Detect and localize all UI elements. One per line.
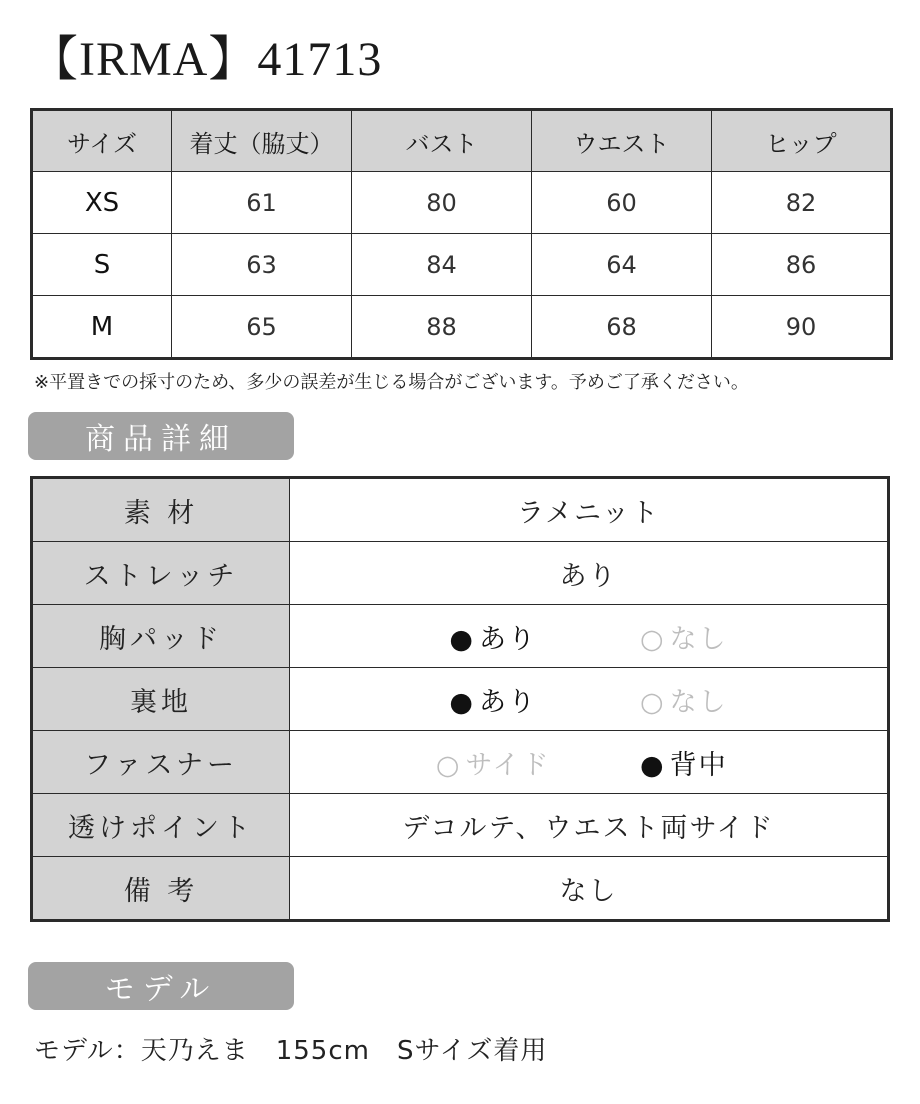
detail-label: 胸パッド	[32, 605, 290, 668]
option-unselected	[403, 743, 583, 782]
detail-label: 備 考	[32, 857, 290, 921]
option-unselected	[594, 680, 774, 719]
detail-label: ストレッチ	[32, 542, 290, 605]
size-label: M	[32, 296, 172, 359]
option-label: なし	[669, 623, 728, 655]
filled-circle-icon: ●	[449, 623, 475, 655]
size-row-s	[32, 234, 892, 296]
empty-circle-icon: ○	[640, 623, 666, 655]
size-chart-table	[30, 108, 893, 360]
length-value: 65	[172, 296, 352, 359]
bust-value: 80	[352, 172, 532, 234]
size-label: S	[32, 234, 172, 296]
details-section-heading: 商品詳細	[28, 412, 294, 460]
detail-options	[290, 668, 889, 731]
option-label: なし	[669, 686, 728, 718]
model-section-heading: モデル	[28, 962, 294, 1010]
detail-label: 裏地	[32, 668, 290, 731]
size-row-m	[32, 296, 892, 359]
bust-value: 84	[352, 234, 532, 296]
product-title: 【IRMA】41713	[30, 33, 383, 86]
header-hip: ヒップ	[712, 110, 892, 172]
option-label: 背中	[669, 749, 728, 781]
waist-value: 68	[532, 296, 712, 359]
option-label: サイド	[465, 749, 551, 781]
empty-circle-icon: ○	[435, 749, 462, 781]
product-details-table	[30, 476, 890, 922]
waist-value: 60	[532, 172, 712, 234]
option-unselected	[594, 617, 774, 656]
filled-circle-icon: ●	[449, 686, 475, 718]
detail-row-material	[32, 478, 889, 542]
option-label: あり	[478, 623, 537, 655]
header-bust: バスト	[352, 110, 532, 172]
option-label: あり	[478, 686, 537, 718]
model-info: モデル：天乃えま 155cm Sサイズ着用	[34, 1036, 548, 1066]
option-selected	[403, 680, 583, 719]
hip-value: 82	[712, 172, 892, 234]
option-selected	[403, 617, 583, 656]
hip-value: 86	[712, 234, 892, 296]
measurement-note: ※平置きでの採寸のため、多少の誤差が生じる場合がございます。予めご了承ください。	[34, 372, 749, 393]
option-selected	[594, 743, 774, 782]
detail-label: 透けポイント	[32, 794, 290, 857]
size-row-xs	[32, 172, 892, 234]
detail-row-chest-pad	[32, 605, 889, 668]
detail-options	[290, 605, 889, 668]
detail-value: あり	[290, 542, 889, 605]
empty-circle-icon: ○	[640, 686, 666, 718]
header-length: 着丈（脇丈）	[172, 110, 352, 172]
detail-row-lining	[32, 668, 889, 731]
detail-row-sheer-points	[32, 794, 889, 857]
hip-value: 90	[712, 296, 892, 359]
waist-value: 64	[532, 234, 712, 296]
detail-row-remarks	[32, 857, 889, 921]
detail-label: ファスナー	[32, 731, 290, 794]
length-value: 61	[172, 172, 352, 234]
detail-value: なし	[290, 857, 889, 921]
bust-value: 88	[352, 296, 532, 359]
detail-label: 素 材	[32, 478, 290, 542]
length-value: 63	[172, 234, 352, 296]
detail-value: デコルテ、ウエスト両サイド	[290, 794, 889, 857]
size-chart-header-row	[32, 110, 892, 172]
detail-options	[290, 731, 889, 794]
filled-circle-icon: ●	[640, 749, 666, 781]
size-label: XS	[32, 172, 172, 234]
detail-value: ラメニット	[290, 478, 889, 542]
header-waist: ウエスト	[532, 110, 712, 172]
detail-row-stretch	[32, 542, 889, 605]
header-size: サイズ	[32, 110, 172, 172]
detail-row-fastener	[32, 731, 889, 794]
